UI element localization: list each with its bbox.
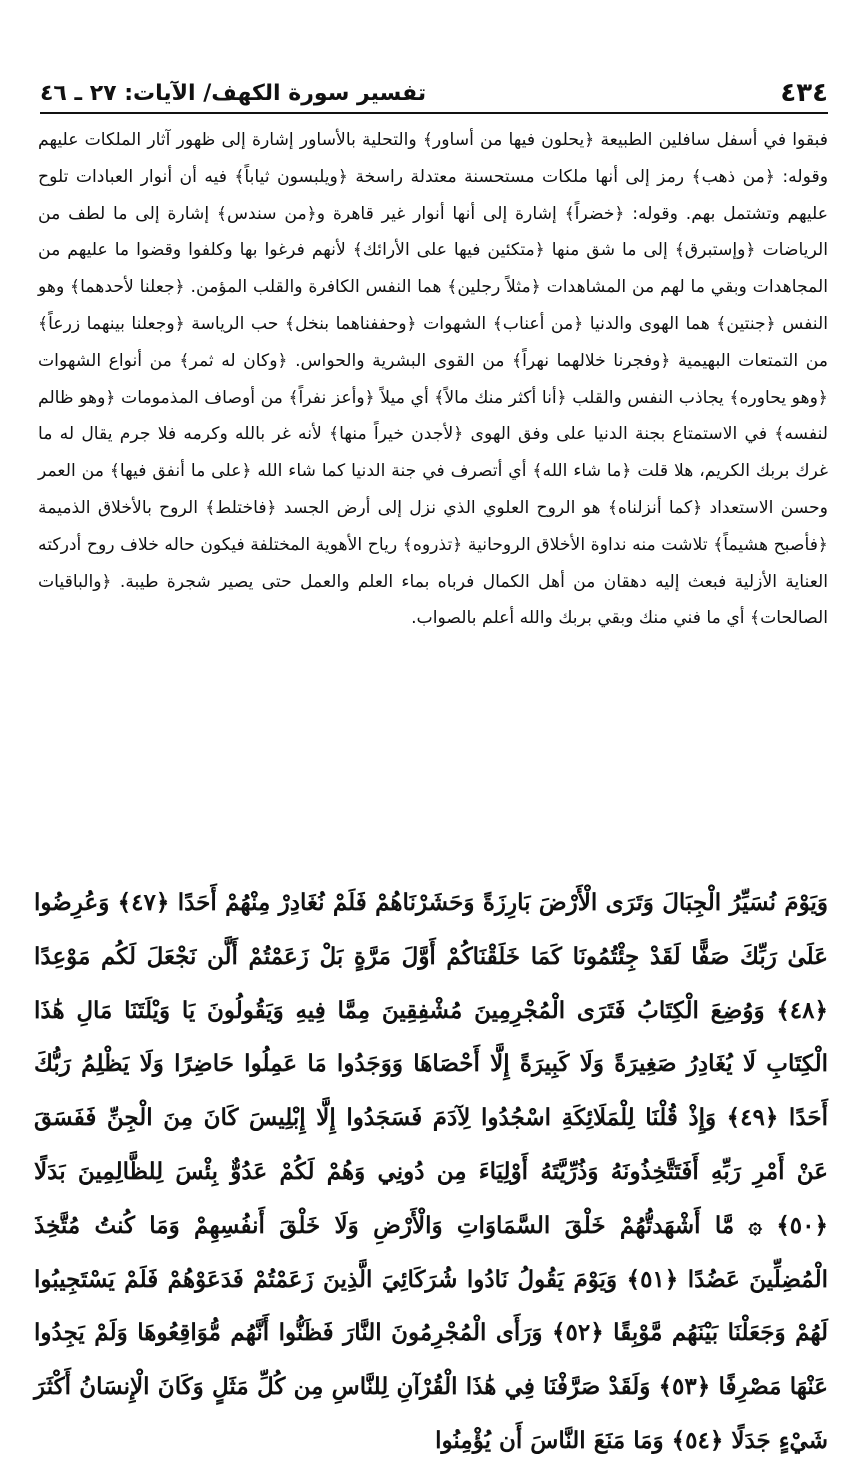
running-title: تفسير سورة الكهف/ الآيات: ٢٧ ـ ٤٦: [40, 81, 427, 106]
page-number: ٤٣٤: [780, 78, 828, 108]
quran-block: [34, 876, 828, 1468]
commentary-text: فبقوا في أسفل سافلين الطبيعة ﴿يحلون فيها من أساور﴾ والتحلية بالأساور إشارة إلى ظهور آثار الملكات عليهم وقوله: ﴿من ذهب﴾ رمز إلى أنها ملكات مستحسنة معتدلة راسخة ﴿ويلبسون ثياباً﴾ فيه أن أنوار العبادات تلوح عليهم وتشتمل بهم. وقوله: ﴿خضراً﴾ إشارة إلى أنها أنوار غير قاهرة و﴿من سندس﴾ إشارة إلى ما لطف من الرياضات ﴿وإستبرق﴾ إلى ما شق منها ﴿متكئين فيها على الأرائك﴾ لأنهم فرغوا بها وكلفوا وقضوا ما عليهم من المجاهدات وبقي ما لهم من المشاهدات ﴿مثلاً رجلين﴾ هما النفس الكافرة والقلب المؤمن. ﴿جعلنا لأحدهما﴾ وهو النفس ﴿جنتين﴾ هما الهوى والدنيا ﴿من أعناب﴾ الشهوات ﴿وحففناهما بنخل﴾ حب الرياسة ﴿وجعلنا بينهما زرعاً﴾ من التمتعات البهيمية ﴿وفجرنا خلالهما نهراً﴾ من القوى البشرية والحواس. ﴿وكان له ثمر﴾ من أنواع الشهوات ﴿وهو يحاوره﴾ يجاذب النفس والقلب ﴿أنا أكثر منك مالاً﴾ أي ميلاً ﴿وأعز نفراً﴾ من أوصاف المذمومات ﴿وهو ظالم لنفسه﴾ في الاستمتاع بجنة الدنيا على وفق الهوى ﴿لأجدن خيراً منها﴾ لأنه غر بالله وكرمه فلا جرم يقال له ما غرك بربك الكريم، هلا قلت ﴿ما شاء الله﴾ أي أتصرف في جنة الدنيا كما شاء الله ﴿على ما أنفق فيها﴾ من العمر وحسن الاستعداد ﴿كما أنزلناه﴾ هو الروح العلوي الذي نزل إلى أرض الجسد ﴿فاختلط﴾ الروح بالأخلاق الذميمة ﴿فأصبح هشيماً﴾ تلاشت منه نداوة الأخلاق الروحانية ﴿تذروه﴾ رياح الأهوية المختلفة فيكون حاله خلاف روح أدركته العناية الأزلية فبعث إليه دهقان من أهل الكمال فرباه بماء العلم والعمل حتى يصير شجرة طيبة. ﴿والباقيات الصالحات﴾ أي ما فني منك وبقي بربك والله أعلم بالصواب.: [38, 130, 828, 629]
page-header: [40, 68, 828, 114]
quran-verses-text: وَيَوْمَ نُسَيِّرُ الْجِبَالَ وَتَرَى الْأَرْضَ بَارِزَةً وَحَشَرْنَاهُمْ فَلَمْ نُغَادِرْ مِنْهُمْ أَحَدًا ﴿٤٧﴾ وَعُرِضُوا عَلَىٰ رَبِّكَ صَفًّا لَقَدْ جِئْتُمُونَا كَمَا خَلَقْنَاكُمْ أَوَّلَ مَرَّةٍ بَلْ زَعَمْتُمْ أَلَّن نَجْعَلَ لَكُم مَوْعِدًا ﴿٤٨﴾ وَوُضِعَ الْكِتَابُ فَتَرَى الْمُجْرِمِينَ مُشْفِقِينَ مِمَّا فِيهِ وَيَقُولُونَ يَا وَيْلَتَنَا مَالِ هَٰذَا الْكِتَابِ لَا يُغَادِرُ صَغِيرَةً وَلَا كَبِيرَةً إِلَّا أَحْصَاهَا وَوَجَدُوا مَا عَمِلُوا حَاضِرًا وَلَا يَظْلِمُ رَبُّكَ أَحَدًا ﴿٤٩﴾ وَإِذْ قُلْنَا لِلْمَلَائِكَةِ اسْجُدُوا لِآدَمَ فَسَجَدُوا إِلَّا إِبْلِيسَ كَانَ مِنَ الْجِنِّ فَفَسَقَ عَنْ أَمْرِ رَبِّهِ أَفَتَتَّخِذُونَهُ وَذُرِّيَّتَهُ أَوْلِيَاءَ مِن دُونِي وَهُمْ لَكُمْ عَدُوٌّ بِئْسَ لِلظَّالِمِينَ بَدَلًا ﴿٥٠﴾ ۞ مَّا أَشْهَدتُّهُمْ خَلْقَ السَّمَاوَاتِ وَالْأَرْضِ وَلَا خَلْقَ أَنفُسِهِمْ وَمَا كُنتُ مُتَّخِذَ الْمُضِلِّينَ عَضُدًا ﴿٥١﴾ وَيَوْمَ يَقُولُ نَادُوا شُرَكَائِيَ الَّذِينَ زَعَمْتُمْ فَدَعَوْهُمْ فَلَمْ يَسْتَجِيبُوا لَهُمْ وَجَعَلْنَا بَيْنَهُم مَّوْبِقًا ﴿٥٢﴾ وَرَأَى الْمُجْرِمُونَ النَّارَ فَظَنُّوا أَنَّهُم مُّوَاقِعُوهَا وَلَمْ يَجِدُوا عَنْهَا مَصْرِفًا ﴿٥٣﴾ وَلَقَدْ صَرَّفْنَا فِي هَٰذَا الْقُرْآنِ لِلنَّاسِ مِن كُلِّ مَثَلٍ وَكَانَ الْإِنسَانُ أَكْثَرَ شَيْءٍ جَدَلًا ﴿٥٤﴾ وَمَا مَنَعَ النَّاسَ أَن يُؤْمِنُوا: [34, 889, 829, 1454]
commentary-block: [38, 122, 828, 637]
